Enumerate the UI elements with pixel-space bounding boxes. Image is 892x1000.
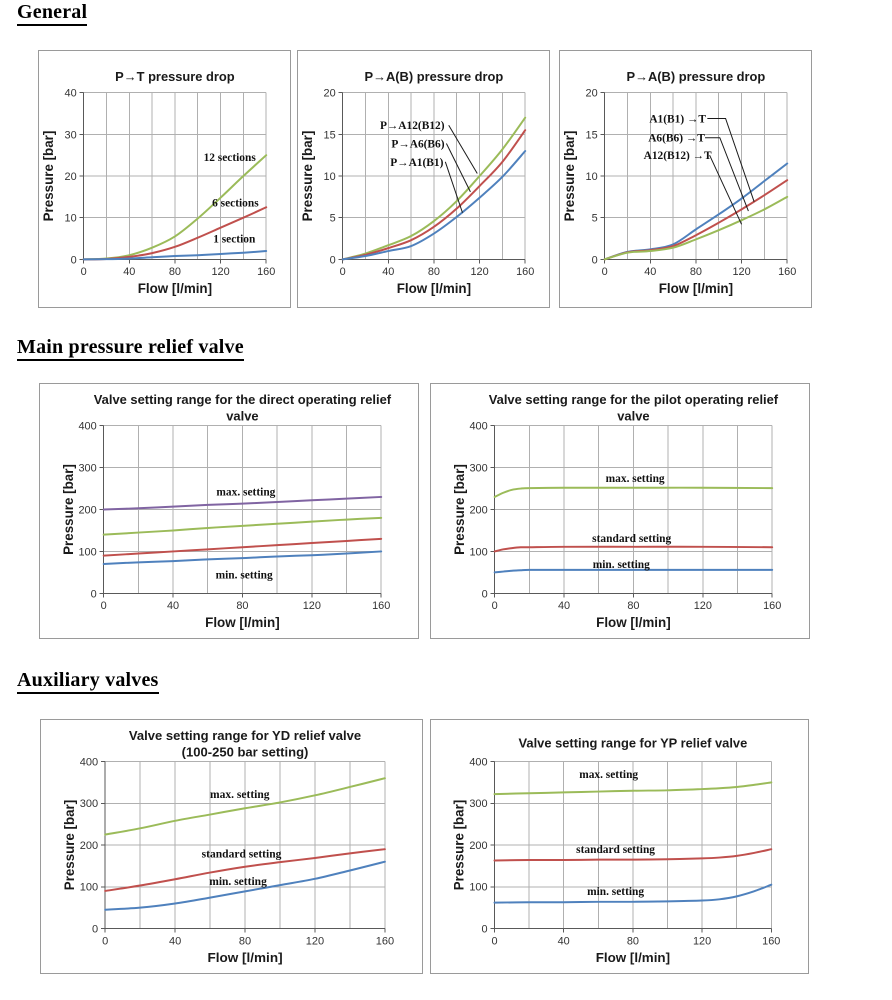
y-tick-label: 100	[79, 881, 99, 894]
direct-relief-valve-setting-plot	[40, 384, 418, 638]
x-tick-label: 40	[644, 266, 657, 279]
y-axis-title: Pressure [bar]	[299, 130, 315, 222]
series-label: min. setting	[215, 569, 273, 582]
y-tick-label: 0	[329, 254, 336, 267]
section-heading-main-relief	[17, 336, 244, 359]
y-tick-label: 400	[79, 756, 99, 769]
chart-title: Valve setting range for YD relief valve	[128, 727, 362, 743]
x-tick-label: 80	[168, 266, 181, 279]
x-tick-label: 160	[763, 600, 782, 613]
chart-pilot-relief-valve-setting	[430, 383, 810, 639]
y-axis-title: Pressure [bar]	[561, 130, 577, 222]
chart-title: valve	[617, 408, 650, 424]
chart-p-to-ab-pressure-drop	[297, 50, 550, 308]
x-tick-label: 80	[236, 600, 249, 613]
series-label: P→A1(B1)	[390, 156, 444, 169]
series-label: max. setting	[605, 473, 665, 486]
series-label: 1 section	[213, 233, 256, 246]
x-tick-label: 40	[557, 935, 570, 948]
series-label: 6 sections	[212, 197, 259, 210]
x-tick-label: 120	[302, 600, 321, 613]
x-axis-title: Flow [l/min]	[207, 950, 283, 966]
y-tick-label: 0	[481, 923, 488, 936]
chart-title: P→T pressure drop	[115, 68, 235, 84]
x-axis-title: Flow [l/min]	[658, 281, 734, 297]
x-tick-label: 80	[689, 266, 702, 279]
x-axis-title: Flow [l/min]	[596, 615, 671, 631]
y-tick-label: 400	[469, 756, 488, 769]
x-tick-label: 120	[211, 266, 230, 279]
x-tick-label: 0	[491, 600, 498, 613]
section-heading-general	[17, 1, 87, 24]
series-label: 12 sections	[203, 152, 256, 165]
x-tick-label: 120	[693, 600, 712, 613]
x-tick-label: 40	[557, 600, 571, 613]
y-tick-label: 0	[481, 588, 488, 601]
series-label: P→A6(B6)	[391, 138, 445, 151]
series-label: A1(B1) →T	[649, 113, 706, 126]
y-tick-label: 300	[469, 462, 488, 475]
y-axis-title: Pressure [bar]	[62, 799, 78, 891]
chart-title: valve	[226, 408, 259, 424]
y-axis-title: Pressure [bar]	[40, 130, 56, 222]
y-tick-label: 20	[64, 170, 77, 183]
series-label: max. setting	[579, 769, 639, 781]
yd-relief-valve-setting-plot	[41, 720, 422, 973]
ab-t-pressure-drop-plot	[560, 51, 811, 307]
y-tick-label: 200	[469, 839, 488, 852]
x-tick-label: 40	[168, 935, 182, 948]
y-axis-title: Pressure [bar]	[60, 464, 76, 555]
x-tick-label: 160	[516, 266, 535, 279]
x-tick-label: 80	[427, 266, 440, 279]
y-tick-label: 15	[323, 129, 336, 142]
y-tick-label: 10	[585, 170, 598, 183]
series-label: min. setting	[587, 885, 645, 898]
section-heading-general-text: General	[17, 1, 87, 26]
leader-line	[446, 143, 470, 191]
series-label: A12(B12) →T	[643, 150, 712, 163]
x-tick-label: 160	[257, 266, 276, 279]
y-tick-label: 0	[70, 254, 77, 267]
x-tick-label: 120	[470, 266, 489, 279]
series-label: standard setting	[201, 848, 282, 861]
series-label: min. setting	[209, 875, 267, 888]
pilot-relief-valve-setting-plot	[431, 384, 809, 638]
chart-title: Valve setting range for the pilot operating relief	[488, 391, 779, 407]
y-tick-label: 400	[469, 420, 488, 433]
leader-line	[707, 118, 754, 201]
chart-ab-to-t-pressure-drop	[559, 50, 812, 308]
x-axis-title: Flow [l/min]	[137, 281, 213, 297]
x-tick-label: 40	[166, 600, 180, 613]
x-tick-label: 40	[382, 266, 395, 279]
x-tick-label: 160	[372, 600, 391, 613]
chart-yp-relief-valve-setting	[430, 719, 809, 974]
y-tick-label: 100	[469, 546, 488, 559]
leader-line	[710, 155, 742, 224]
y-tick-label: 300	[78, 462, 97, 475]
x-tick-label: 120	[692, 935, 712, 948]
chart-title: (100-250 bar setting)	[181, 744, 309, 760]
x-tick-label: 80	[627, 600, 640, 613]
y-axis-title: Pressure [bar]	[451, 464, 467, 555]
y-tick-label: 10	[323, 170, 336, 183]
x-axis-title: Flow [l/min]	[396, 281, 472, 297]
x-axis-title: Flow [l/min]	[595, 950, 671, 966]
chart-title: Valve setting range for the direct operating relief	[93, 391, 392, 407]
y-tick-label: 300	[469, 798, 488, 811]
y-tick-label: 400	[78, 420, 97, 433]
x-tick-label: 120	[732, 266, 751, 279]
chart-title: P→A(B) pressure drop	[626, 68, 766, 84]
x-tick-label: 0	[100, 600, 107, 613]
x-axis-title: Flow [l/min]	[205, 615, 280, 631]
y-tick-label: 200	[469, 504, 488, 517]
chart-title: Valve setting range for YP relief valve	[518, 735, 748, 751]
pt-pressure-drop-plot	[39, 51, 290, 307]
y-tick-label: 15	[585, 129, 598, 142]
y-tick-label: 300	[79, 798, 99, 811]
chart-title: P→A(B) pressure drop	[364, 68, 504, 84]
x-tick-label: 0	[339, 266, 346, 279]
series-label: max. setting	[210, 789, 270, 802]
chart-yd-relief-valve-setting	[40, 719, 423, 974]
section-heading-auxiliary	[17, 669, 159, 692]
y-tick-label: 40	[64, 87, 77, 100]
chart-direct-relief-valve-setting	[39, 383, 419, 639]
series-label: P→A12(B12)	[379, 120, 445, 133]
y-tick-label: 30	[64, 129, 77, 142]
y-tick-label: 5	[329, 212, 336, 225]
leader-line	[449, 125, 478, 173]
y-tick-label: 100	[469, 881, 488, 894]
series-label: min. setting	[592, 558, 650, 571]
x-tick-label: 120	[305, 935, 325, 948]
x-tick-label: 160	[778, 266, 797, 279]
series-label: standard setting	[592, 532, 672, 545]
y-axis-title: Pressure [bar]	[451, 799, 467, 891]
x-tick-label: 80	[238, 935, 252, 948]
y-tick-label: 0	[92, 923, 99, 936]
x-tick-label: 40	[123, 266, 136, 279]
x-tick-label: 0	[491, 935, 498, 948]
x-tick-label: 80	[626, 935, 639, 948]
y-tick-label: 10	[64, 212, 77, 225]
y-tick-label: 20	[585, 87, 598, 100]
y-tick-label: 20	[323, 87, 336, 100]
x-tick-label: 0	[102, 935, 109, 948]
y-tick-label: 0	[90, 588, 97, 601]
chart-p-to-t-pressure-drop	[38, 50, 291, 308]
x-tick-label: 0	[601, 266, 608, 279]
y-tick-label: 5	[591, 212, 598, 225]
y-tick-label: 200	[78, 504, 97, 517]
section-heading-main-relief-text: Main pressure relief valve	[17, 336, 244, 361]
y-tick-label: 0	[591, 254, 598, 267]
y-tick-label: 200	[79, 840, 99, 852]
section-heading-auxiliary-text: Auxiliary valves	[17, 669, 159, 694]
x-tick-label: 160	[762, 935, 781, 948]
y-tick-label: 100	[78, 546, 97, 559]
series-label: max. setting	[216, 486, 276, 499]
x-tick-label: 160	[375, 935, 395, 948]
series-label: A6(B6) →T	[648, 132, 705, 145]
yp-relief-valve-setting-plot	[431, 720, 808, 973]
series-label: standard setting	[576, 844, 656, 857]
x-tick-label: 0	[80, 266, 87, 279]
p-ab-pressure-drop-plot	[298, 51, 549, 307]
